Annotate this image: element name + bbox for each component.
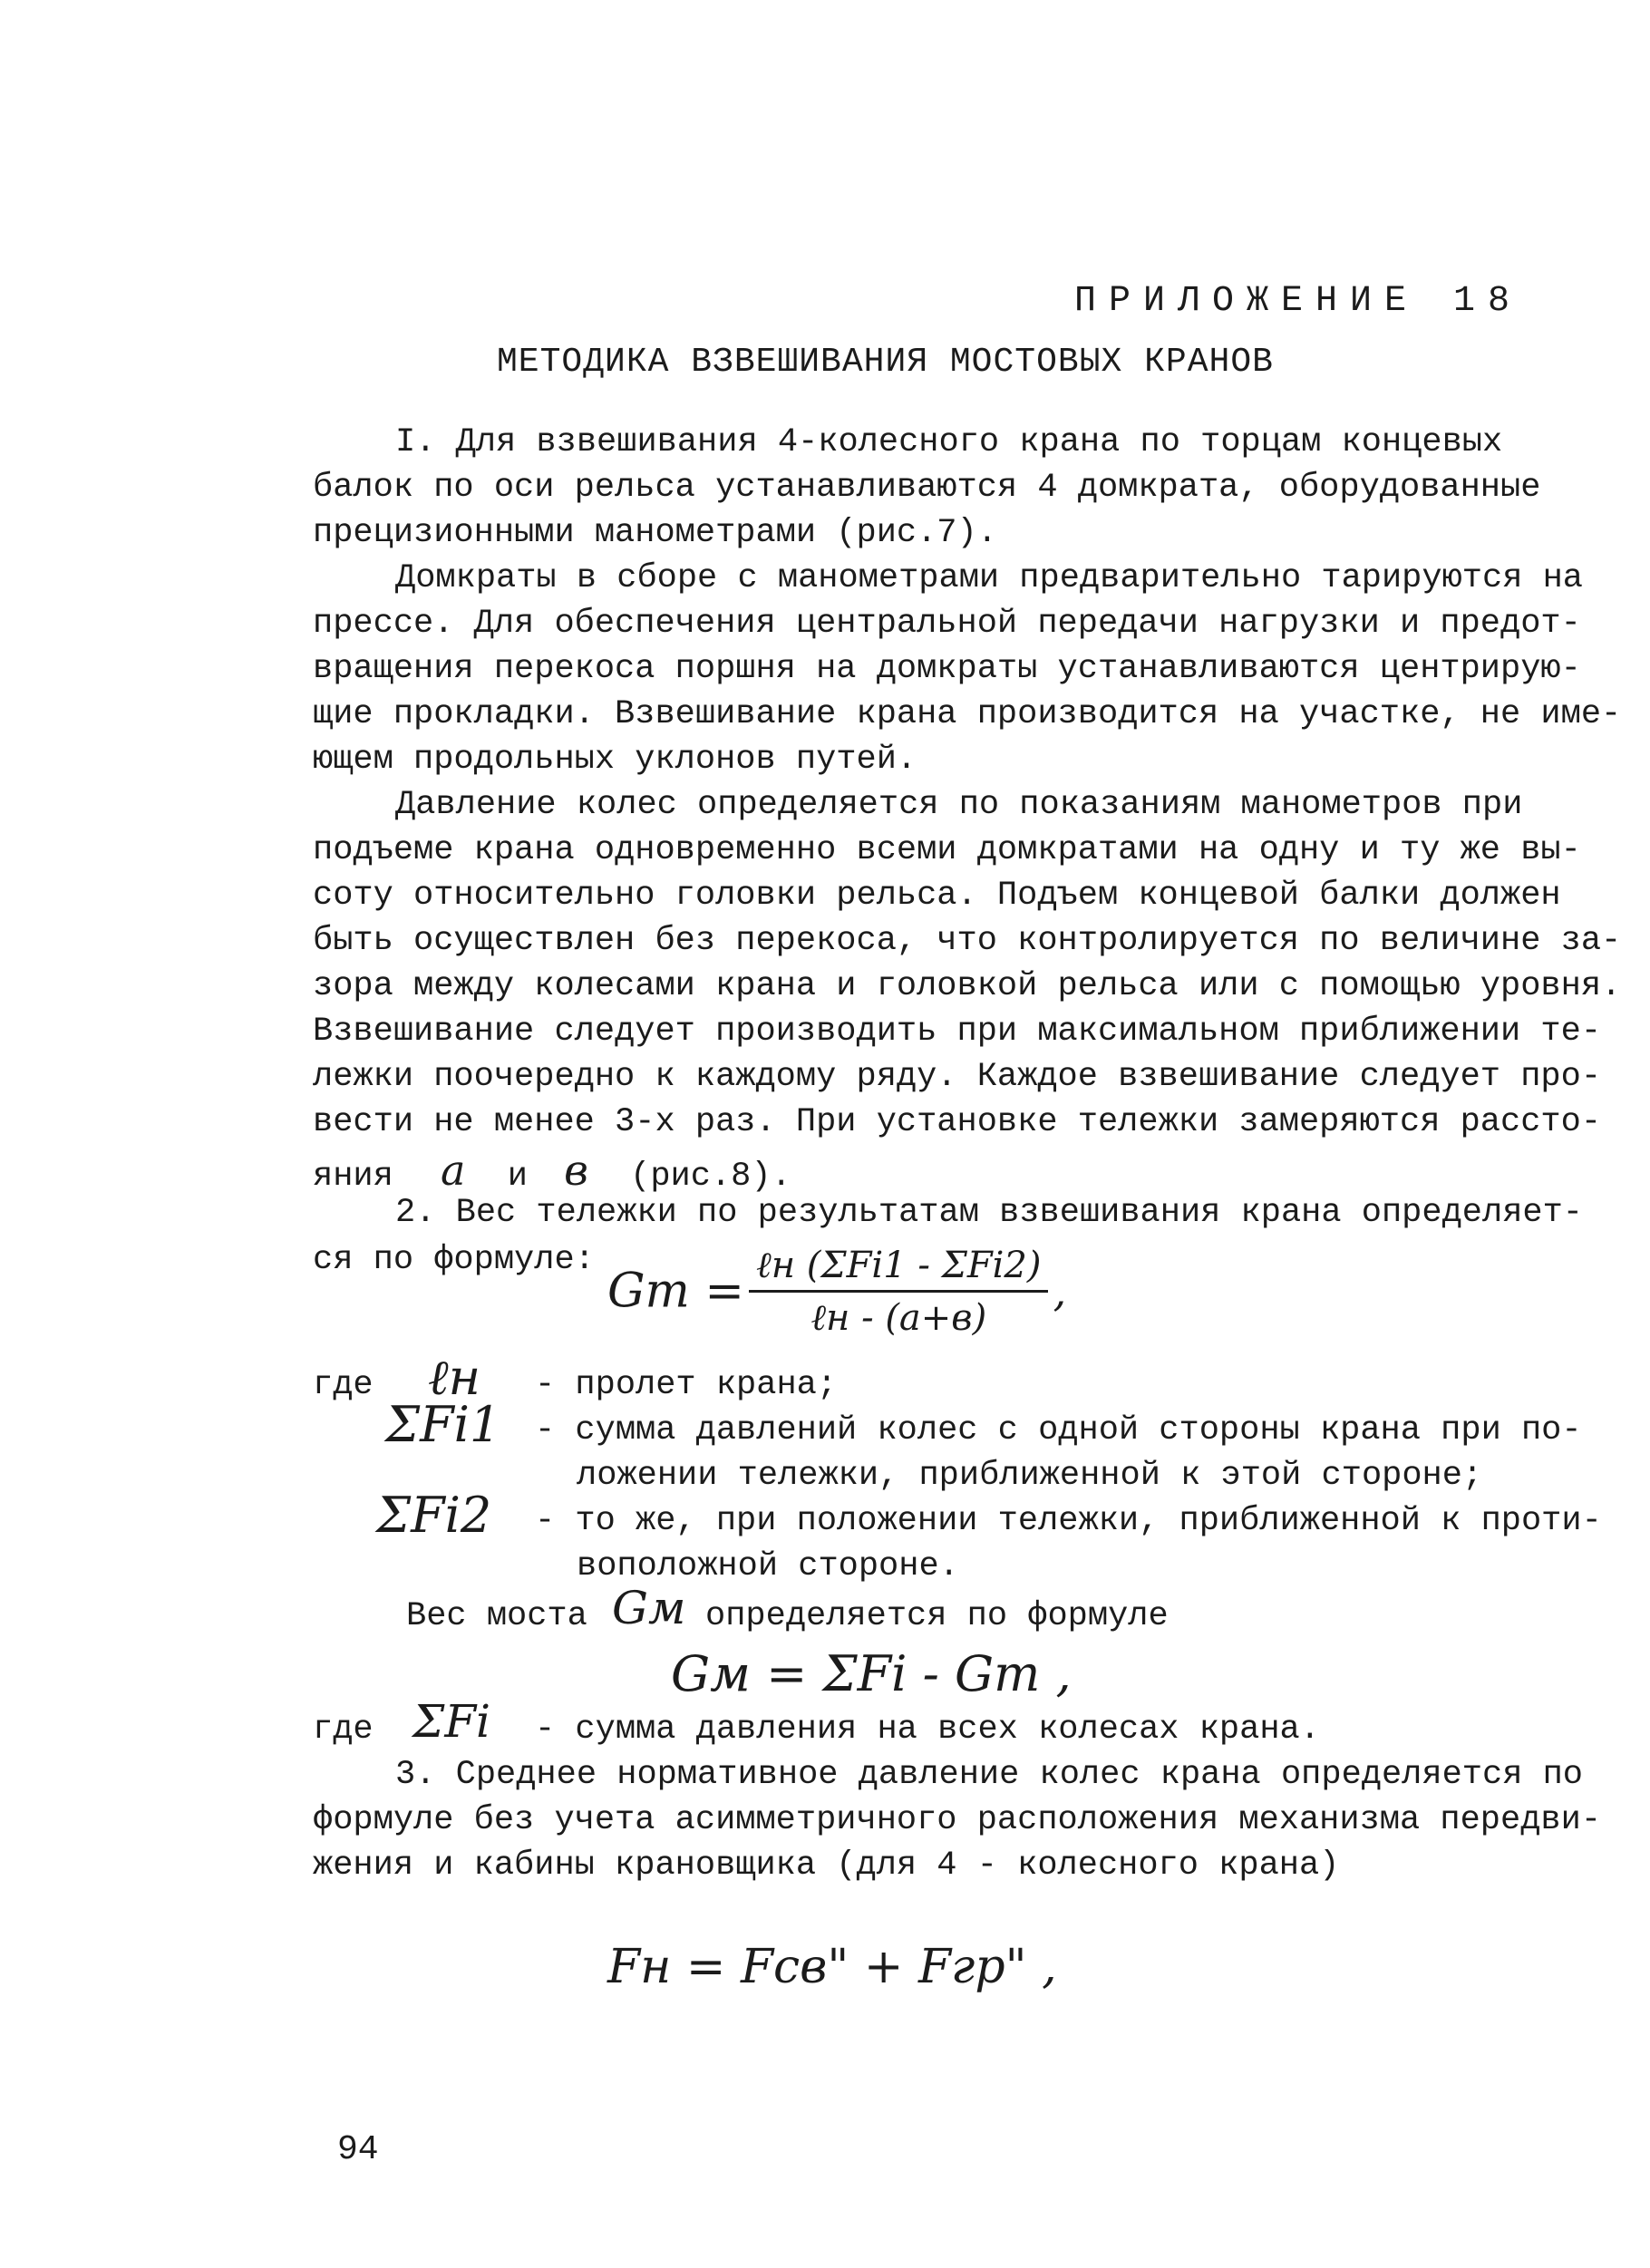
- text-line: Взвешивание следует производить при максимальном приближении те-: [313, 1013, 1602, 1051]
- text-line: щие прокладки. Взвешивание крана производится на участке, не име-: [313, 695, 1622, 733]
- bridge-symbol: Gм: [612, 1582, 686, 1634]
- text-line: ющем продольных уклонов путей.: [313, 741, 917, 779]
- formula-numerator: ℓн (ΣFi1 - ΣFi2): [749, 1244, 1048, 1293]
- formula-fraction: [749, 1244, 1048, 1339]
- sum-note-text: - сумма давления на всех колесах крана.: [535, 1711, 1320, 1749]
- text-line: Давление колес определяется по показаниям манометров при: [395, 786, 1523, 824]
- text-line: 3. Среднее нормативное давление колес крана определяется по: [395, 1756, 1584, 1794]
- normative-pressure-formula: Fн = Fсв" + Fгр" ,: [607, 1940, 1057, 1994]
- figure-reference: (рис.8).: [630, 1158, 791, 1196]
- formula-denominator: ℓн - (a+в): [810, 1297, 987, 1339]
- text-line: быть осуществлен без перекоса, что контролируется по величине за-: [313, 922, 1622, 960]
- text-line-dimensions: [313, 1146, 791, 1196]
- legend-text: - пролет крана;: [535, 1366, 838, 1404]
- text-line: жения и кабины крановщика (для 4 - колесного крана): [313, 1846, 1340, 1885]
- text-line: прессе. Для обеспечения центральной передачи нагрузки и предот-: [313, 605, 1581, 643]
- legend-text-continued: ложении тележки, приближенной к этой стороне;: [577, 1457, 1483, 1495]
- text-line: подъеме крана одновременно всеми домкратами на одну и ту же вы-: [313, 831, 1581, 869]
- legend-text: - сумма давлений колес с одной стороны крана при по-: [535, 1411, 1582, 1449]
- text-line: балок по оси рельса устанавливаются 4 домкрата, оборудованные: [313, 469, 1541, 507]
- text-line: вести не менее 3-х раз. При установке тележки замеряются рассто-: [313, 1103, 1602, 1141]
- text-line: зора между колесами крана и головкой рельса или с помощью уровня.: [313, 967, 1622, 1005]
- sum-side1-symbol: ΣFi1: [385, 1396, 501, 1453]
- bridge-after: определяется по формуле: [705, 1597, 1169, 1635]
- sum-side2-symbol: ΣFi2: [376, 1487, 492, 1544]
- formula-lhs: Gт =: [607, 1264, 744, 1319]
- text-line: лежки поочередно к каждому ряду. Каждое взвешивание следует про-: [313, 1058, 1602, 1096]
- bridge-weight-formula: Gм = ΣFi - Gт ,: [671, 1645, 1072, 1702]
- text-line: I. Для взвешивания 4-колесного крана по торцам концевых: [395, 423, 1503, 461]
- text-line: 2. Вес тележки по результатам взвешивания крана определяет-: [395, 1194, 1584, 1232]
- text-line: вращения перекоса поршня на домкраты устанавливаются центрирую-: [313, 650, 1581, 688]
- bridge-intro: Вес моста: [406, 1597, 587, 1635]
- text-line: ся по формуле:: [313, 1241, 595, 1279]
- dimension-a: a: [441, 1146, 466, 1195]
- sum-note-where: где: [313, 1711, 374, 1749]
- text-line: прецизионными манометрами (рис.7).: [313, 514, 997, 552]
- legend-text: - то же, при положении тележки, приближенной к проти-: [535, 1502, 1602, 1540]
- trolley-weight-formula: [607, 1244, 1066, 1339]
- span-symbol: ℓн: [428, 1349, 481, 1406]
- document-title: МЕТОДИКА ВЗВЕШИВАНИЯ МОСТОВЫХ КРАНОВ: [497, 343, 1274, 382]
- legend-text-continued: воположной стороне.: [577, 1547, 959, 1585]
- appendix-label: ПРИЛОЖЕНИЕ 18: [1074, 281, 1523, 322]
- legend-where: где: [313, 1366, 374, 1404]
- text-line: соту относительно головки рельса. Подъем концевой балки должен: [313, 877, 1561, 915]
- text-fragment: яния: [313, 1158, 393, 1196]
- dimension-b: в: [564, 1146, 588, 1195]
- conjunction: и: [507, 1158, 528, 1196]
- formula-tail: ,: [1053, 1266, 1067, 1316]
- text-line: формуле без учета асимметричного расположения механизма передви-: [313, 1801, 1602, 1839]
- text-line: Домкраты в сборе с манометрами предварительно тарируются на: [395, 559, 1584, 597]
- page-number: 94: [337, 2130, 379, 2169]
- total-sum-symbol: ΣFi: [412, 1695, 491, 1748]
